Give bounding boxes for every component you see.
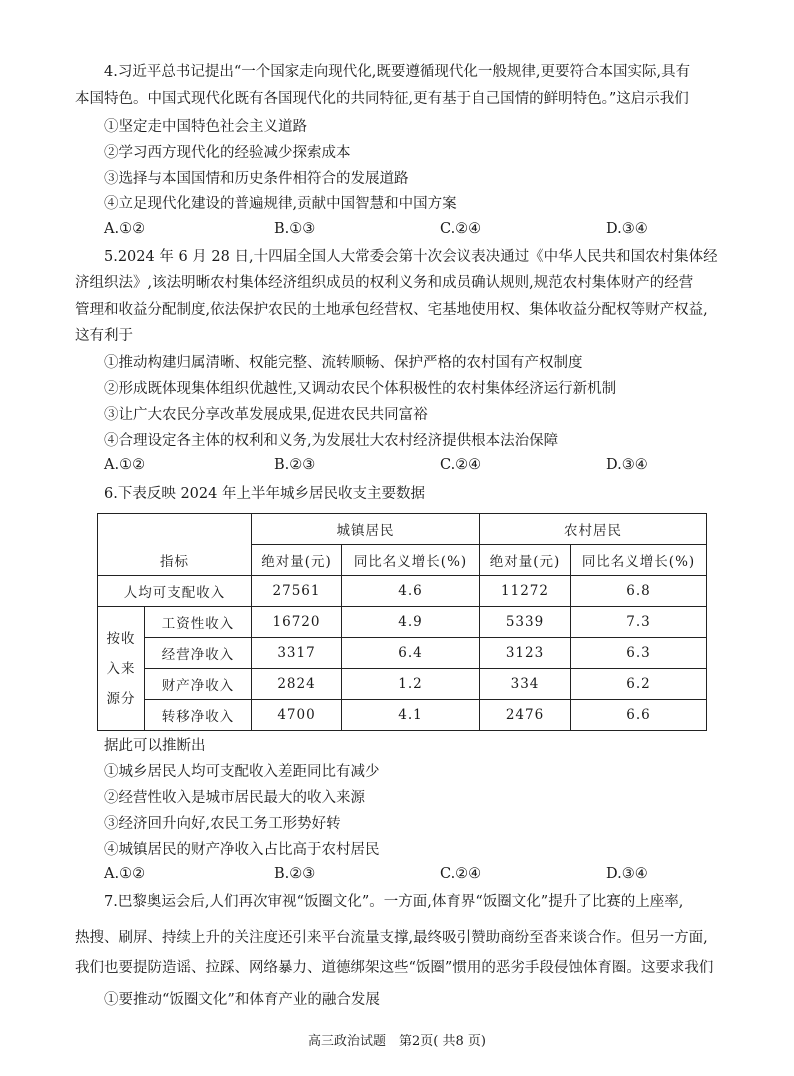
cell-urban-abs: 16720: [252, 607, 342, 638]
q5-stem-line-1: 5.2024 年 6 月 28 日,十四届全国人大常委会第十次会议表决通过《中华人民共和国农村集体经: [104, 249, 718, 265]
cell-urban-abs: 4700: [252, 700, 342, 731]
q4-item-4: ④立足现代化建设的普遍规律,贡献中国智慧和中国方案: [104, 196, 457, 212]
q6-item-2: ②经营性收入是城市居民最大的收入来源: [104, 790, 365, 806]
q4-item-2: ②学习西方现代化的经验减少探索成本: [104, 145, 351, 161]
q4-options: [104, 221, 664, 241]
table-header-row-1: [98, 514, 707, 545]
cell-rural-growth: 6.3: [571, 638, 707, 669]
q5-option-c[interactable]: C.②④: [440, 457, 482, 473]
row-label: 人均可支配收入: [98, 576, 252, 607]
table-row: [98, 576, 707, 607]
row-label: 工资性收入: [145, 607, 252, 638]
q5-stem-line-3: 管理和收益分配制度,依法保护农民的土地承包经营权、宅基地使用权、集体收益分配权等财产权益,: [75, 302, 708, 318]
q7-stem-line-3: 我们也要提防造谣、拉踩、网络暴力、道德绑架这些“饭圈”惯用的恶劣手段侵蚀体育圈。这要求我们: [75, 960, 714, 976]
source-label-line: 按收: [106, 630, 136, 647]
cell-rural-growth: 6.2: [571, 669, 707, 700]
q5-option-a[interactable]: A.①②: [104, 457, 146, 473]
indicator-header: 指标: [98, 545, 252, 576]
q5-item-3: ③让广大农民分享改革发展成果,促进农民共同富裕: [104, 407, 428, 423]
table-row: [98, 700, 707, 731]
q6-option-a[interactable]: A.①②: [104, 866, 146, 882]
cell-urban-abs: 2824: [252, 669, 342, 700]
q6-item-1: ①城乡居民人均可支配收入差距同比有减少: [104, 764, 380, 780]
q7-stem-line-1: 7.巴黎奥运会后,人们再次审视“饭圈文化”。一方面,体育界“饭圈文化”提升了比赛的上座率,: [104, 894, 684, 910]
col-header-urban-abs: 绝对量(元): [252, 545, 342, 576]
cell-rural-growth: 6.6: [571, 700, 707, 731]
q6-option-d[interactable]: D.③④: [606, 866, 648, 882]
q5-options: [104, 457, 664, 477]
cell-urban-growth: 4.1: [342, 700, 480, 731]
q4-option-a[interactable]: A.①②: [104, 221, 146, 237]
cell-urban-growth: 1.2: [342, 669, 480, 700]
q4-item-1: ①坚定走中国特色社会主义道路: [104, 119, 307, 135]
page-footer: 高三政治试题 第2页( 共8 页): [308, 1034, 486, 1049]
col-header-rural-growth: 同比名义增长(%): [571, 545, 707, 576]
q6-stem: 6.下表反映 2024 年上半年城乡居民收支主要数据: [104, 486, 425, 502]
q6-lead: 据此可以推断出: [104, 738, 206, 754]
q6-option-c[interactable]: C.②④: [440, 866, 482, 882]
cell-urban-growth: 6.4: [342, 638, 480, 669]
q7-item-1: ①要推动“饭圈文化”和体育产业的融合发展: [104, 992, 380, 1008]
cell-urban-abs: 3317: [252, 638, 342, 669]
q5-option-b[interactable]: B.②③: [274, 457, 316, 473]
cell-rural-abs: 3123: [480, 638, 571, 669]
q5-item-1: ①推动构建归属清晰、权能完整、流转顺畅、保护严格的农村国有产权制度: [104, 355, 583, 371]
q6-options: [104, 866, 664, 886]
cell-rural-growth: 7.3: [571, 607, 707, 638]
income-table: [97, 513, 707, 731]
q5-stem-line-2: 济组织法》,该法明晰农村集体经济组织成员的权利义务和成员确认规则,规范农村集体财产的经营: [75, 275, 694, 291]
q4-stem-line-2: 本国特色。中国式现代化既有各国现代化的共同特征,更有基于自己国情的鲜明特色。”这启示我们: [75, 91, 689, 107]
row-label: 经营净收入: [145, 638, 252, 669]
cell-rural-abs: 5339: [480, 607, 571, 638]
col-header-urban-growth: 同比名义增长(%): [342, 545, 480, 576]
q4-stem-line-1: 4.习近平总书记提出“一个国家走向现代化,既要遵循现代化一般规律,更要符合本国实际,具有: [104, 64, 691, 80]
source-group-label: [98, 607, 145, 731]
q7-stem-line-2: 热搜、刷屏、持续上升的关注度还引来平台流量支撑,最终吸引赞助商纷至沓来谈合作。但另一方面,: [75, 930, 708, 946]
q4-option-d[interactable]: D.③④: [606, 221, 648, 237]
q5-item-2: ②形成既体现集体组织优越性,又调动农民个体积极性的农村集体经济运行新机制: [104, 381, 617, 397]
q6-item-4: ④城镇居民的财产净收入占比高于农村居民: [104, 842, 380, 858]
cell-rural-abs: 11272: [480, 576, 571, 607]
group-header-rural: 农村居民: [480, 514, 707, 545]
cell-urban-abs: 27561: [252, 576, 342, 607]
q6-item-3: ③经济回升向好,农民工务工形势好转: [104, 816, 341, 832]
table-header-row-2: [98, 545, 707, 576]
q4-item-3: ③选择与本国国情和历史条件相符合的发展道路: [104, 171, 409, 187]
row-label: 转移净收入: [145, 700, 252, 731]
cell-urban-growth: 4.6: [342, 576, 480, 607]
col-header-rural-abs: 绝对量(元): [480, 545, 571, 576]
q5-stem-line-4: 这有利于: [75, 328, 133, 344]
source-label-line: 源分: [106, 690, 136, 707]
group-header-urban: 城镇居民: [252, 514, 480, 545]
cell-rural-growth: 6.8: [571, 576, 707, 607]
cell-rural-abs: 334: [480, 669, 571, 700]
table-corner-cell: [98, 514, 252, 545]
table-row: [98, 607, 707, 638]
table-row: [98, 669, 707, 700]
row-label: 财产净收入: [145, 669, 252, 700]
table-row: [98, 638, 707, 669]
source-label-line: 入来: [106, 660, 136, 677]
q4-option-c[interactable]: C.②④: [440, 221, 482, 237]
q5-option-d[interactable]: D.③④: [606, 457, 648, 473]
q4-option-b[interactable]: B.①③: [274, 221, 316, 237]
q6-option-b[interactable]: B.②③: [274, 866, 316, 882]
cell-rural-abs: 2476: [480, 700, 571, 731]
cell-urban-growth: 4.9: [342, 607, 480, 638]
q5-item-4: ④合理设定各主体的权利和义务,为发展壮大农村经济提供根本法治保障: [104, 433, 559, 449]
